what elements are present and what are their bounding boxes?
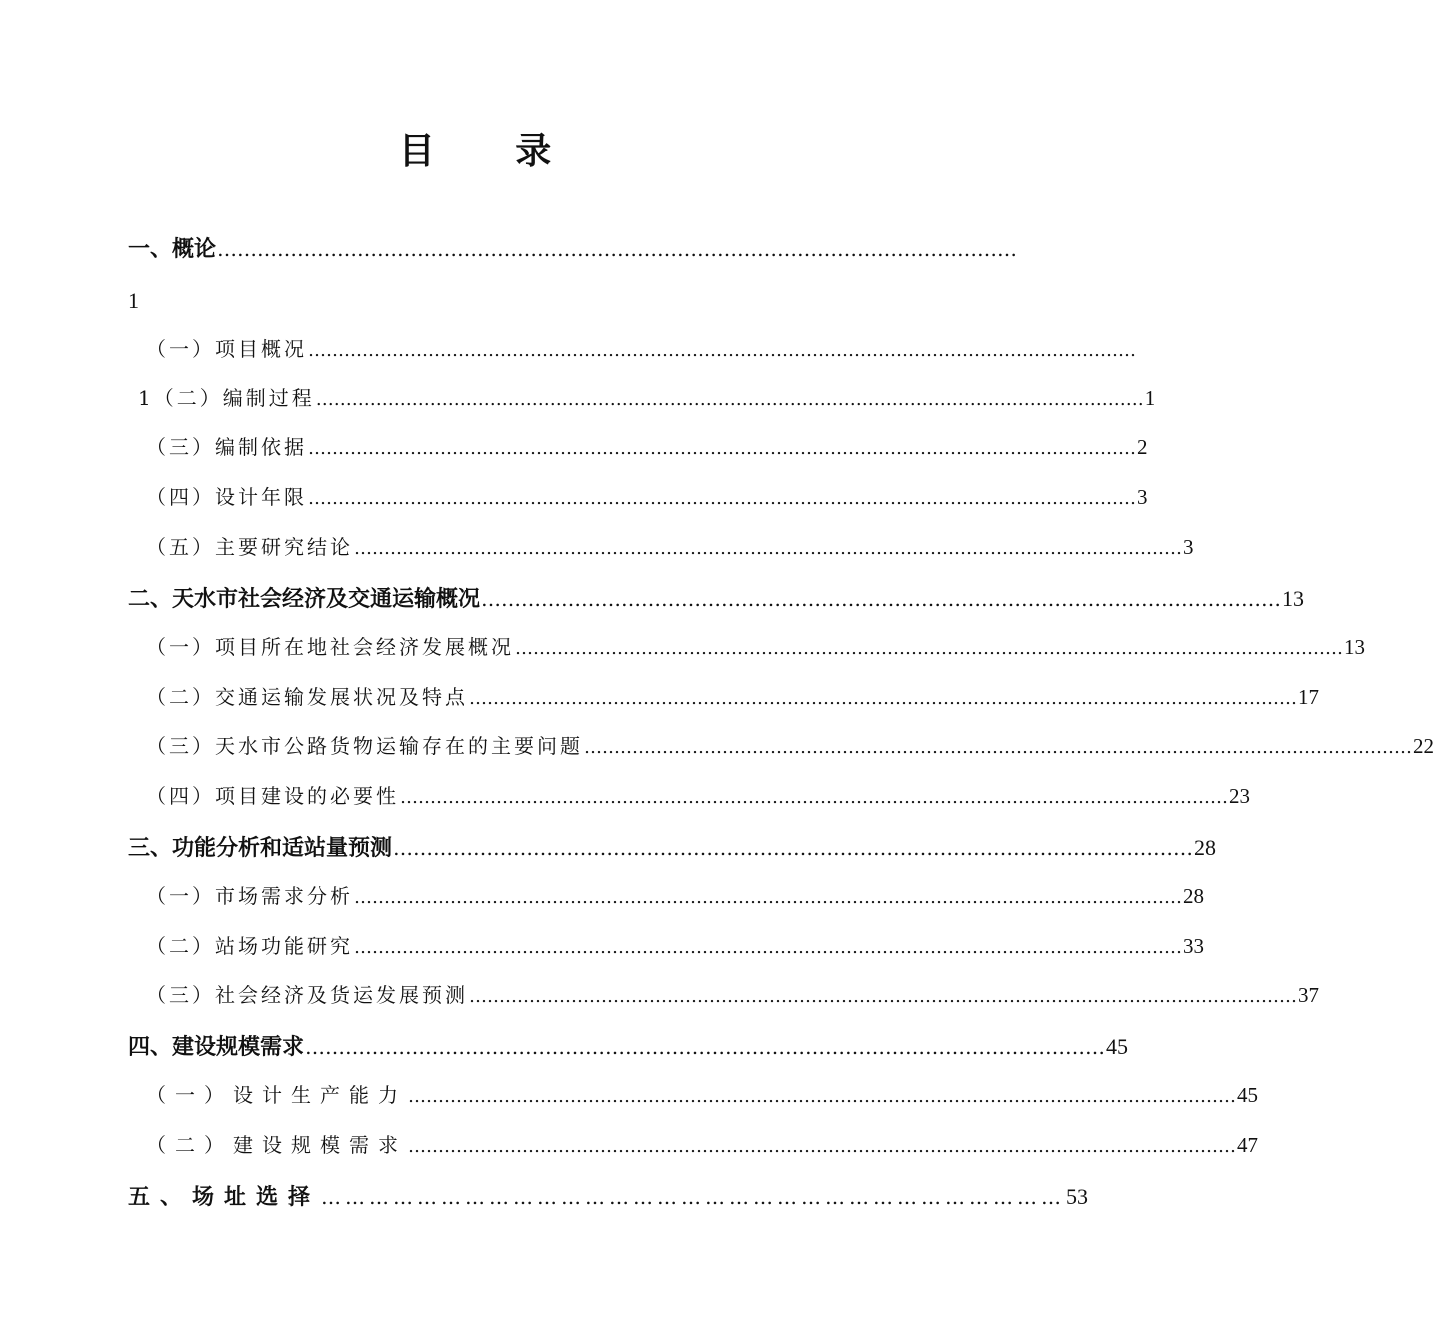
toc-entry-label: 三、功能分析和适站量预测: [128, 836, 393, 861]
toc-entry-page: 3: [1137, 485, 1148, 509]
toc-leader-dots: …………………………………………………………………………………………………………: [481, 587, 1282, 611]
toc-leader-dots: …………………………………………………………………………………: [321, 1185, 1066, 1209]
toc-title: 目 录: [398, 131, 586, 172]
toc-entry-section-2-1: [146, 632, 1365, 664]
toc-entry-page: 13: [1344, 635, 1365, 659]
toc-leader-dots: …………………………………………………………………………………………………………………………: [584, 737, 1412, 758]
toc-entry-label: （三）编制依据: [146, 435, 307, 459]
toc-entry-label: 五、场址选择: [128, 1185, 321, 1210]
toc-entry-page: 28: [1183, 884, 1204, 908]
toc-entry-chapter-2: [128, 584, 1305, 615]
toc-entry-page: 23: [1229, 784, 1250, 808]
toc-entry-page: 45: [1237, 1083, 1258, 1107]
toc-leader-dots: …………………………………………………………………………………………………………………………: [308, 488, 1136, 509]
toc-entry-page: 17: [1298, 685, 1319, 709]
toc-entry-page: 2: [1137, 435, 1148, 459]
toc-entry-label: （一）市场需求分析: [146, 884, 353, 908]
toc-entry-section-2-2: [146, 682, 1319, 714]
toc-leader-dots: …………………………………………………………………………………………………………………………: [354, 937, 1182, 958]
toc-leader-dots: …………………………………………………………………………………………………………: [393, 836, 1194, 860]
toc-entry-section-1-3: [146, 432, 1148, 464]
toc-leader-dots: …………………………………………………………………………………………………………………………: [308, 340, 1136, 361]
toc-entry-page: 13: [1282, 586, 1305, 611]
toc-leader-dots: …………………………………………………………………………………………………………………………: [469, 986, 1297, 1007]
toc-entry-page: 28: [1194, 835, 1217, 860]
toc-entry-label: 1（二）编制过程: [138, 386, 315, 410]
toc-entry-section-1-1: [146, 334, 1136, 366]
toc-entry-chapter-3: [128, 833, 1217, 864]
toc-entry-page: 47: [1237, 1133, 1258, 1157]
toc-entry-label: 四、建设规模需求: [128, 1035, 305, 1060]
toc-entry-section-2-3: [146, 731, 1434, 763]
toc-leader-dots: …………………………………………………………………………………………………………………………: [469, 688, 1297, 709]
toc-entry-page: 45: [1106, 1034, 1129, 1059]
toc-leader-dots: …………………………………………………………………………………………………………………………: [354, 538, 1182, 559]
toc-entry-label: （四）项目建设的必要性: [146, 784, 399, 808]
toc-entry-section-4-1: [146, 1080, 1258, 1112]
toc-entry-page: 53: [1066, 1184, 1089, 1209]
toc-entry-label: 一、概论: [128, 237, 217, 262]
toc-entry-section-3-3: [146, 980, 1319, 1012]
toc-entry-section-1-4: [146, 482, 1148, 514]
toc-entry-page: 3: [1183, 535, 1194, 559]
toc-entry-label: 二、天水市社会经济及交通运输概况: [128, 587, 481, 612]
toc-entry-label: （一）项目概况: [146, 337, 307, 361]
toc-entry-page: 1: [1144, 386, 1156, 410]
toc-leader-dots: …………………………………………………………………………………………………………: [217, 237, 1018, 261]
toc-leader-dots: …………………………………………………………………………………………………………: [305, 1035, 1106, 1059]
toc-leader-dots: …………………………………………………………………………………………………………………………: [515, 638, 1343, 659]
toc-entry-label: （三）天水市公路货物运输存在的主要问题: [146, 734, 583, 758]
toc-entry-label: （二）站场功能研究: [146, 934, 353, 958]
toc-entry-label: （四）设计年限: [146, 485, 307, 509]
toc-entry-label: （二）建设规模需求: [146, 1133, 407, 1157]
toc-entry-chapter-4: [128, 1032, 1129, 1063]
toc-entry-label: （三）社会经济及货运发展预测: [146, 983, 468, 1007]
toc-entry-label: （五）主要研究结论: [146, 535, 353, 559]
toc-entry-chapter-5: [128, 1182, 1089, 1213]
toc-entry-label: （一）项目所在地社会经济发展概况: [146, 635, 514, 659]
toc-leader-dots: …………………………………………………………………………………………………………………………: [400, 787, 1228, 808]
toc-leader-dots: …………………………………………………………………………………………………………………………: [315, 389, 1144, 410]
toc-entry-page: 33: [1183, 934, 1204, 958]
toc-leader-dots: …………………………………………………………………………………………………………………………: [354, 887, 1182, 908]
toc-entry-label: （一）设计生产能力: [146, 1083, 407, 1107]
toc-entry-section-1-2: [138, 383, 1156, 415]
toc-leader-dots: …………………………………………………………………………………………………………………………: [308, 438, 1136, 459]
toc-entry-page: 37: [1298, 983, 1319, 1007]
toc-entry-label: （二）交通运输发展状况及特点: [146, 685, 468, 709]
toc-entry-page: 22: [1413, 734, 1434, 758]
toc-entry-section-3-1: [146, 881, 1204, 913]
toc-entry-section-3-2: [146, 931, 1204, 963]
toc-entry-section-2-4: [146, 781, 1250, 813]
toc-entry-section-4-2: [146, 1130, 1258, 1162]
toc-entry-chapter-1: [128, 234, 1018, 265]
toc-entry-section-1-5: [146, 532, 1194, 564]
toc-leader-dots: …………………………………………………………………………………………………………………………: [408, 1086, 1236, 1107]
toc-entry-page: 1: [128, 288, 139, 313]
toc-leader-dots: …………………………………………………………………………………………………………………………: [408, 1136, 1236, 1157]
